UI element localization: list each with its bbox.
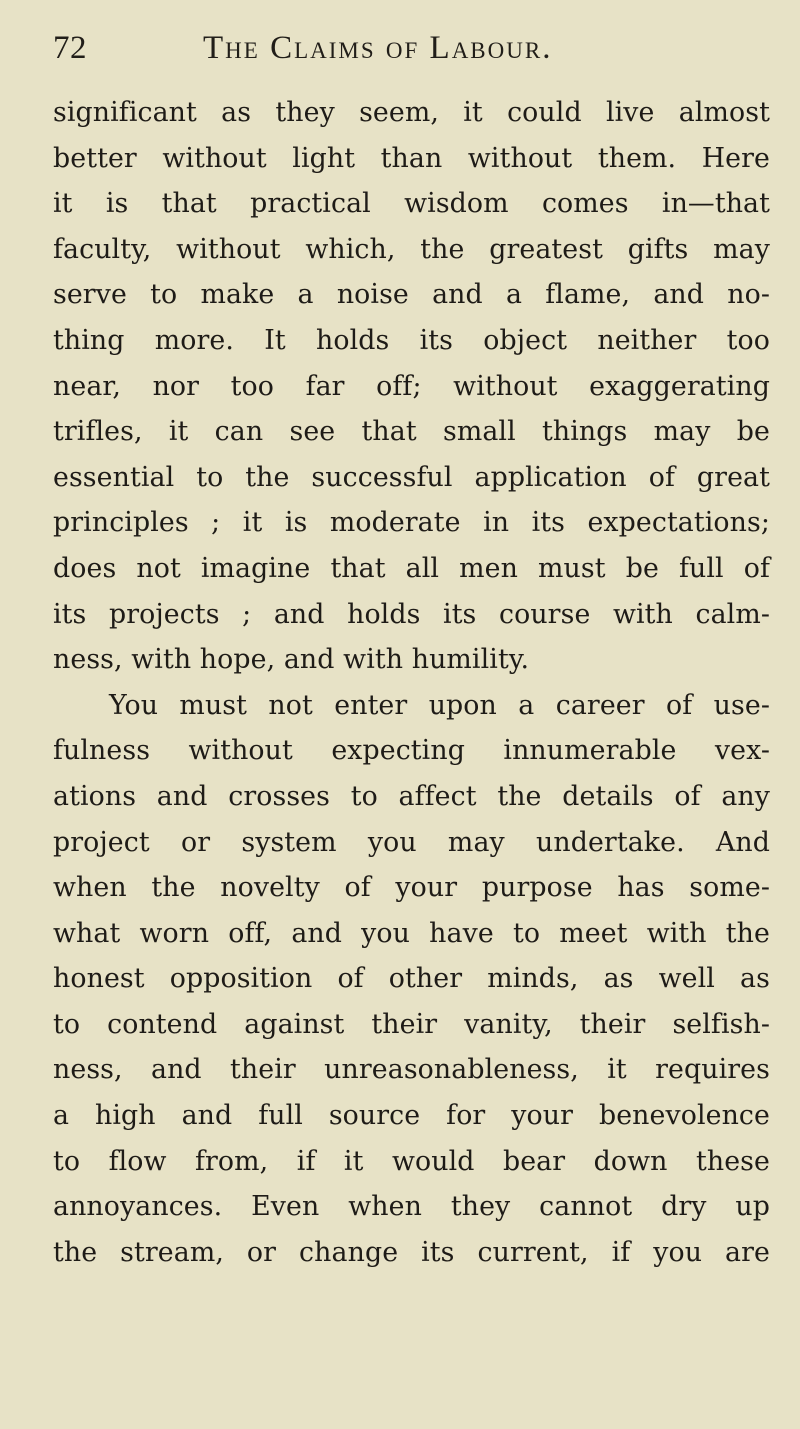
- text-line: trifles, it can see that small things may be: [53, 416, 770, 448]
- text-line: essential to the successful application of great: [53, 461, 770, 493]
- text-line: honest opposition of other minds, as well as: [53, 963, 770, 995]
- text-line: serve to make a noise and a flame, and no-: [53, 279, 770, 311]
- text-line: near, nor too far off; without exaggerating: [53, 370, 770, 402]
- text-line: fulness without expecting innumerable vex-: [53, 735, 770, 767]
- text-line: thing more. It holds its object neither too: [53, 324, 770, 356]
- text-line: principles ; it is moderate in its expectations;: [53, 507, 770, 539]
- body-text: [53, 90, 770, 1275]
- text-line: better without light than without them. Here: [53, 142, 770, 174]
- text-line: its projects ; and holds its course with calm-: [53, 598, 770, 630]
- text-line: what worn off, and you have to meet with the: [53, 917, 770, 949]
- paragraph-start-line: You must not enter upon a career of use-: [109, 689, 770, 721]
- text-line: ations and crosses to affect the details of any: [53, 780, 770, 812]
- text-line: to contend against their vanity, their selfish-: [53, 1008, 770, 1040]
- text-line: a high and full source for your benevolence: [53, 1100, 770, 1132]
- running-title: The Claims of Labour.: [203, 30, 553, 66]
- text-line: it is that practical wisdom comes in—that: [53, 188, 770, 220]
- text-line: to flow from, if it would bear down these: [53, 1145, 770, 1177]
- text-line: faculty, without which, the greatest gifts may: [53, 233, 770, 265]
- text-line: when the novelty of your purpose has some-: [53, 872, 770, 904]
- text-line: ness, and their unreasonableness, it requires: [53, 1054, 770, 1086]
- text-line: the stream, or change its current, if you are: [53, 1236, 770, 1268]
- paragraph-end-line: ness, with hope, and with humility.: [53, 644, 530, 676]
- text-line: annoyances. Even when they cannot dry up: [53, 1191, 770, 1223]
- text-line: project or system you may undertake. And: [53, 826, 770, 858]
- running-head: [53, 30, 770, 76]
- text-line: does not imagine that all men must be full of: [53, 552, 770, 584]
- page-number: 72: [53, 30, 87, 66]
- text-line: significant as they seem, it could live almost: [53, 97, 770, 128]
